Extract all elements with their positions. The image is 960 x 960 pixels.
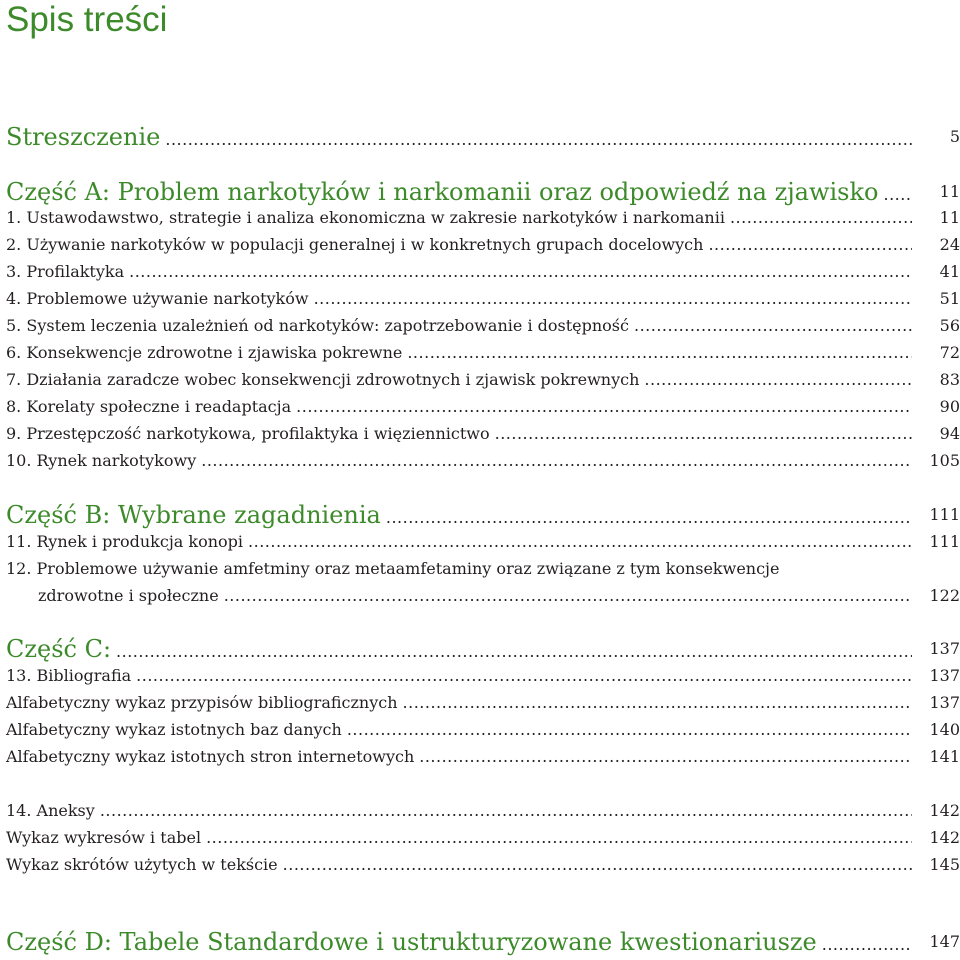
page-number: 142: [929, 828, 960, 847]
toc-entry[interactable]: [6, 746, 960, 768]
toc-section-title: Część C:: [6, 635, 112, 663]
leader-dots: [201, 450, 912, 472]
leader-dots: [314, 288, 912, 310]
toc-entry-title: 9. Przestępczość narkotykowa, profilaktyka i więziennictwo: [6, 424, 490, 443]
toc-entry-title: 3. Profilaktyka: [6, 262, 125, 281]
page-number: 94: [939, 424, 960, 443]
toc-entry-title: 5. System leczenia uzależnień od narkotyków: zapotrzebowanie i dostępność: [6, 316, 629, 335]
leader-dots: [296, 396, 912, 418]
leader-dots: [419, 746, 912, 768]
toc-entry-wrapped-line[interactable]: 12. Problemowe używanie amfetminy oraz metaamfetaminy oraz związane z tym konsekwencje: [6, 559, 780, 578]
page-number: 11: [939, 182, 960, 201]
toc-section-czesc-d[interactable]: [6, 927, 960, 960]
page-number: 147: [929, 932, 960, 951]
toc-section-czesc-a[interactable]: [6, 177, 960, 210]
toc-entry-title: 4. Problemowe używanie narkotyków: [6, 289, 309, 308]
toc-section-streszczenie[interactable]: [6, 122, 960, 155]
page-number: 137: [929, 666, 960, 685]
leader-dots: [283, 854, 912, 876]
page-number: 111: [929, 532, 960, 551]
toc-section-title: Część A: Problem narkotyków i narkomanii oraz odpowiedź na zjawisko: [6, 178, 879, 206]
toc-entry-title: 1. Ustawodawstwo, strategie i analiza ekonomiczna w zakresie narkotyków i narkomanii: [6, 208, 725, 227]
toc-entry-title: Wykaz skrótów użytych w tekście: [6, 855, 278, 874]
toc-entry[interactable]: [6, 531, 960, 553]
toc-entry-title: 13. Bibliografia: [6, 666, 132, 685]
page-number: 24: [939, 235, 960, 254]
leader-dots: [634, 315, 912, 337]
toc-entry[interactable]: [6, 396, 960, 418]
page-number: 5: [949, 127, 960, 146]
toc-entry-title: 8. Korelaty społeczne i readaptacja: [6, 397, 292, 416]
toc-entry[interactable]: [6, 692, 960, 714]
page-number: 141: [929, 747, 960, 766]
page-number: 137: [929, 639, 960, 658]
page-number: 11: [939, 208, 960, 227]
toc-entry[interactable]: [6, 800, 960, 822]
toc-section-title: Streszczenie: [6, 123, 161, 151]
page-number: 142: [929, 801, 960, 820]
toc-entry[interactable]: [6, 827, 960, 849]
page-number: 122: [929, 586, 960, 605]
toc-section-title: Część D: Tabele Standardowe i ustrukturyzowane kwestionariusze: [6, 928, 817, 956]
toc-entry[interactable]: [6, 423, 960, 445]
leader-dots: [248, 531, 912, 553]
page-number: 41: [939, 262, 960, 281]
leader-dots: [883, 180, 912, 210]
toc-entry[interactable]: [6, 719, 960, 741]
toc-entry[interactable]: [6, 369, 960, 391]
leader-dots: [407, 342, 912, 364]
leader-dots: [644, 369, 912, 391]
toc-entry-title: Wykaz wykresów i tabel: [6, 828, 202, 847]
toc-entry-title: 11. Rynek i produkcja konopi: [6, 532, 244, 551]
toc-entry[interactable]: [6, 261, 960, 283]
toc-entry-title: Alfabetyczny wykaz istotnych baz danych: [6, 720, 342, 739]
leader-dots: [347, 719, 912, 741]
leader-dots: [403, 692, 912, 714]
toc-entry-title: 7. Działania zaradcze wobec konsekwencji zdrowotnych i zjawisk pokrewnych: [6, 370, 640, 389]
page-number: 105: [929, 451, 960, 470]
leader-dots: [100, 800, 912, 822]
toc-entry[interactable]: [38, 585, 960, 607]
leader-dots: [136, 665, 912, 687]
toc-entry-title: 14. Aneksy: [6, 801, 95, 820]
toc-entry-title: Alfabetyczny wykaz przypisów bibliograficznych: [6, 693, 398, 712]
page-number: 137: [929, 693, 960, 712]
toc-entry-title-continued: zdrowotne i społeczne: [38, 586, 219, 605]
page-number: 56: [939, 316, 960, 335]
leader-dots: [116, 637, 912, 667]
toc-section-czesc-b[interactable]: [6, 500, 960, 533]
toc-entry-title: Alfabetyczny wykaz istotnych stron internetowych: [6, 747, 415, 766]
page-number: 140: [929, 720, 960, 739]
toc-entry[interactable]: [6, 665, 960, 687]
toc-entry-title: 2. Używanie narkotyków w populacji generalnej i w konkretnych grupach docelowych: [6, 235, 704, 254]
leader-dots: [224, 585, 912, 607]
toc-entry[interactable]: [6, 315, 960, 337]
page-number: 72: [939, 343, 960, 362]
page-number: 90: [939, 397, 960, 416]
toc-entry[interactable]: [6, 450, 960, 472]
toc-entry-title: 10. Rynek narkotykowy: [6, 451, 197, 470]
page-number: 111: [929, 505, 960, 524]
leader-dots: [386, 503, 912, 533]
toc-entry[interactable]: [6, 288, 960, 310]
leader-dots: [708, 234, 912, 256]
page-number: 145: [929, 855, 960, 874]
leader-dots: [165, 125, 912, 155]
leader-dots: [129, 261, 912, 283]
page-number: 83: [939, 370, 960, 389]
leader-dots: [822, 930, 912, 960]
leader-dots: [730, 207, 912, 229]
toc-entry[interactable]: [6, 854, 960, 876]
toc-entry-title: 6. Konsekwencje zdrowotne i zjawiska pokrewne: [6, 343, 403, 362]
toc-section-czesc-c[interactable]: [6, 634, 960, 667]
toc-section-title: Część B: Wybrane zagadnienia: [6, 501, 381, 529]
toc-entry[interactable]: [6, 342, 960, 364]
toc-entry[interactable]: [6, 207, 960, 229]
toc-entry[interactable]: [6, 234, 960, 256]
leader-dots: [495, 423, 912, 445]
page-number: 51: [939, 289, 960, 308]
leader-dots: [206, 827, 912, 849]
page-title: Spis treści: [6, 0, 168, 39]
